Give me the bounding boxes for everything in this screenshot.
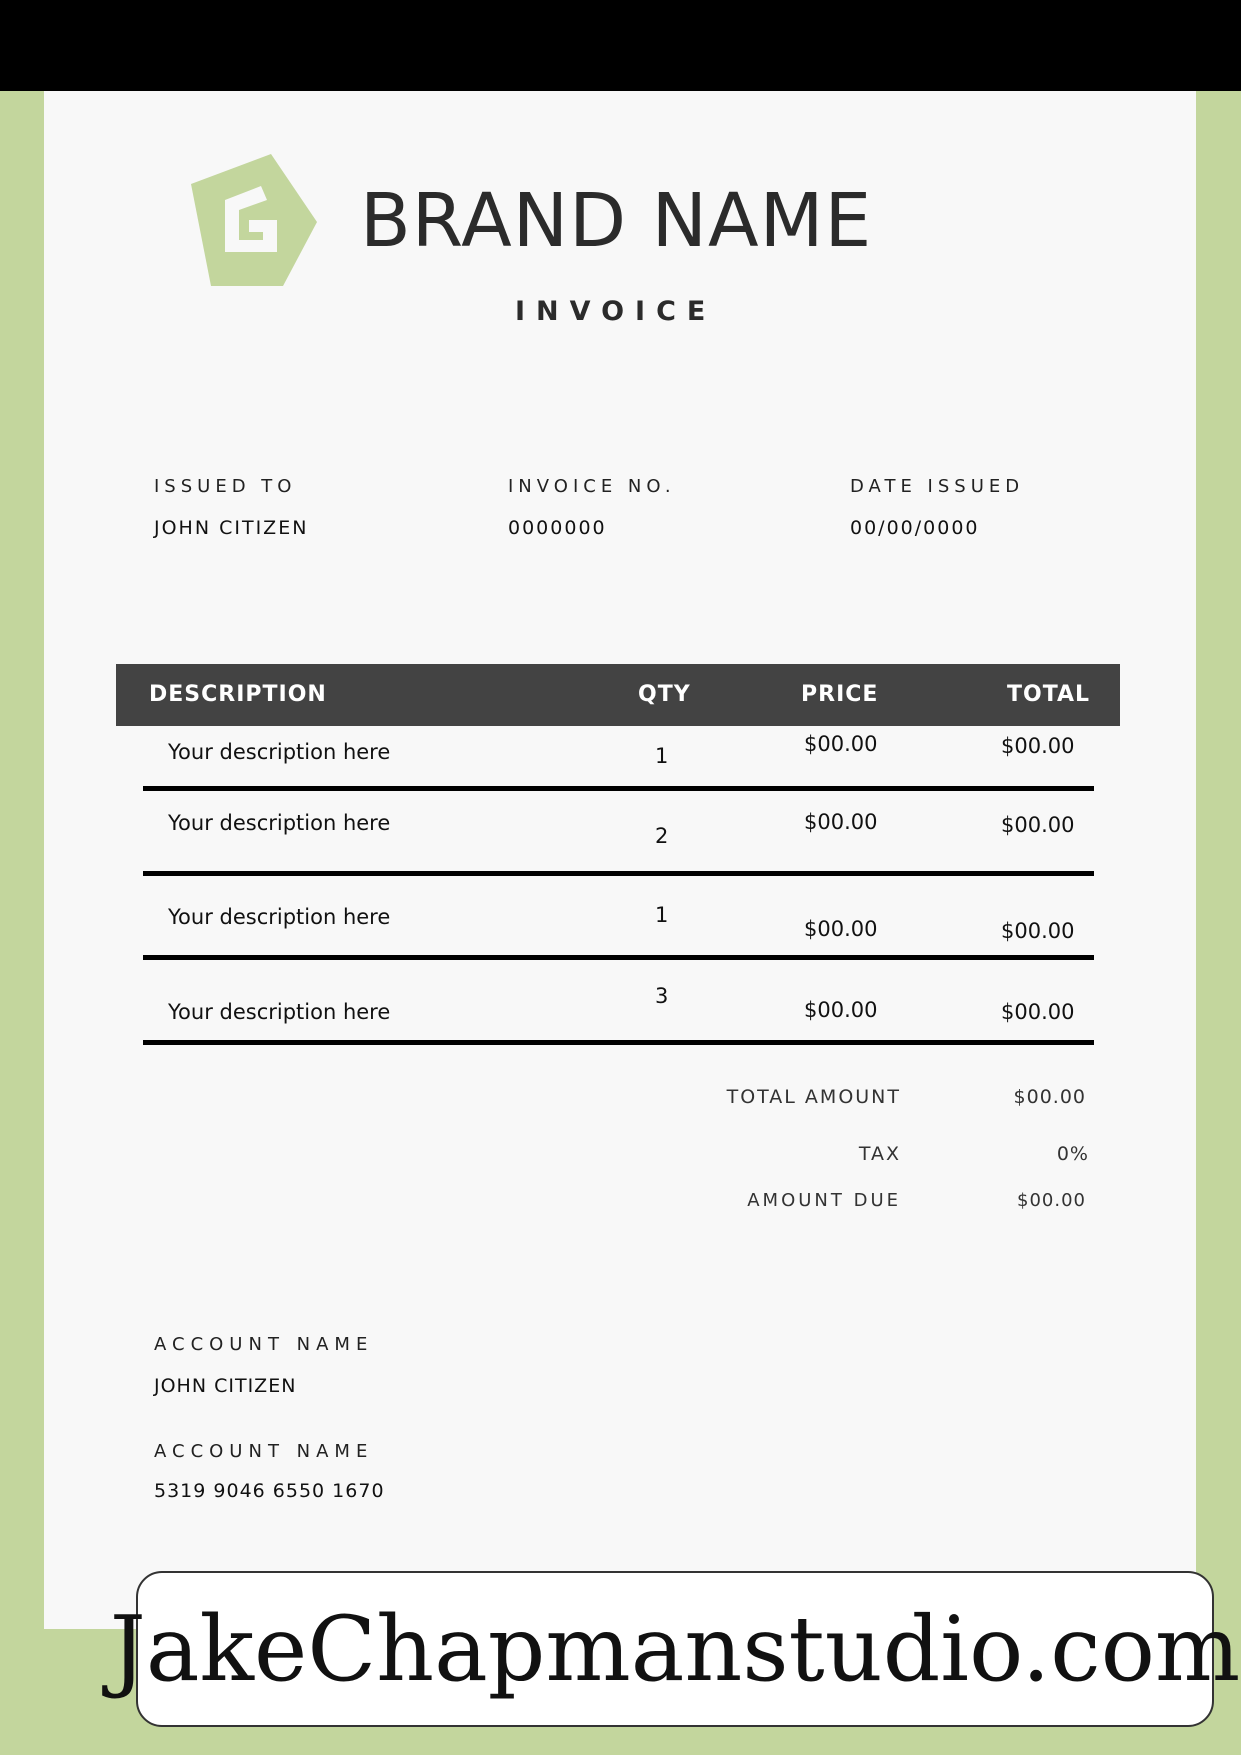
tax-label: TAX [858,1143,901,1165]
row-qty: 1 [655,744,669,768]
total-amount-label: TOTAL AMOUNT [726,1086,901,1108]
date-issued-value: 00/00/0000 [850,517,980,539]
row-total: $00.00 [1001,919,1075,943]
row-price: $00.00 [804,998,878,1022]
account-name-label: ACCOUNT NAME [154,1334,374,1355]
row-qty: 1 [655,903,669,927]
row-divider [143,871,1094,876]
amount-due-value: $00.00 [1017,1190,1086,1211]
row-price: $00.00 [804,917,878,941]
row-divider [143,786,1094,791]
row-description: Your description here [168,740,391,764]
row-description: Your description here [168,811,391,835]
row-qty: 2 [655,824,669,848]
row-divider [143,955,1094,960]
column-header-price: PRICE [801,682,879,707]
g-hexagon-logo-icon [183,152,317,286]
date-issued-label: DATE ISSUED [850,476,1025,497]
row-description: Your description here [168,1000,391,1024]
column-header-description: DESCRIPTION [149,682,327,707]
website-watermark: JakeChapmanstudio.com [136,1571,1214,1727]
row-price: $00.00 [804,732,878,756]
issued-to-value: JOHN CITIZEN [154,517,309,539]
row-divider [143,1040,1094,1045]
account-name-value: JOHN CITIZEN [154,1375,297,1397]
column-header-total: TOTAL [1007,682,1091,707]
invoice-no-label: INVOICE NO. [508,476,676,497]
document-title: INVOICE [515,296,717,327]
top-black-bar [0,0,1241,91]
account-number-label: ACCOUNT NAME [154,1441,374,1462]
row-total: $00.00 [1001,813,1075,837]
row-total: $00.00 [1001,734,1075,758]
row-description: Your description here [168,905,391,929]
invoice-no-value: 0000000 [508,517,607,539]
account-number-value: 5319 9046 6550 1670 [154,1480,385,1502]
total-amount-value: $00.00 [1013,1086,1086,1108]
amount-due-label: AMOUNT DUE [747,1190,901,1211]
row-qty: 3 [655,984,669,1008]
row-price: $00.00 [804,810,878,834]
tax-value: 0% [1056,1143,1089,1165]
table-header [116,664,1120,726]
column-header-qty: QTY [638,682,691,707]
row-total: $00.00 [1001,1000,1075,1024]
brand-name: BRAND NAME [360,178,873,264]
issued-to-label: ISSUED TO [154,476,297,497]
